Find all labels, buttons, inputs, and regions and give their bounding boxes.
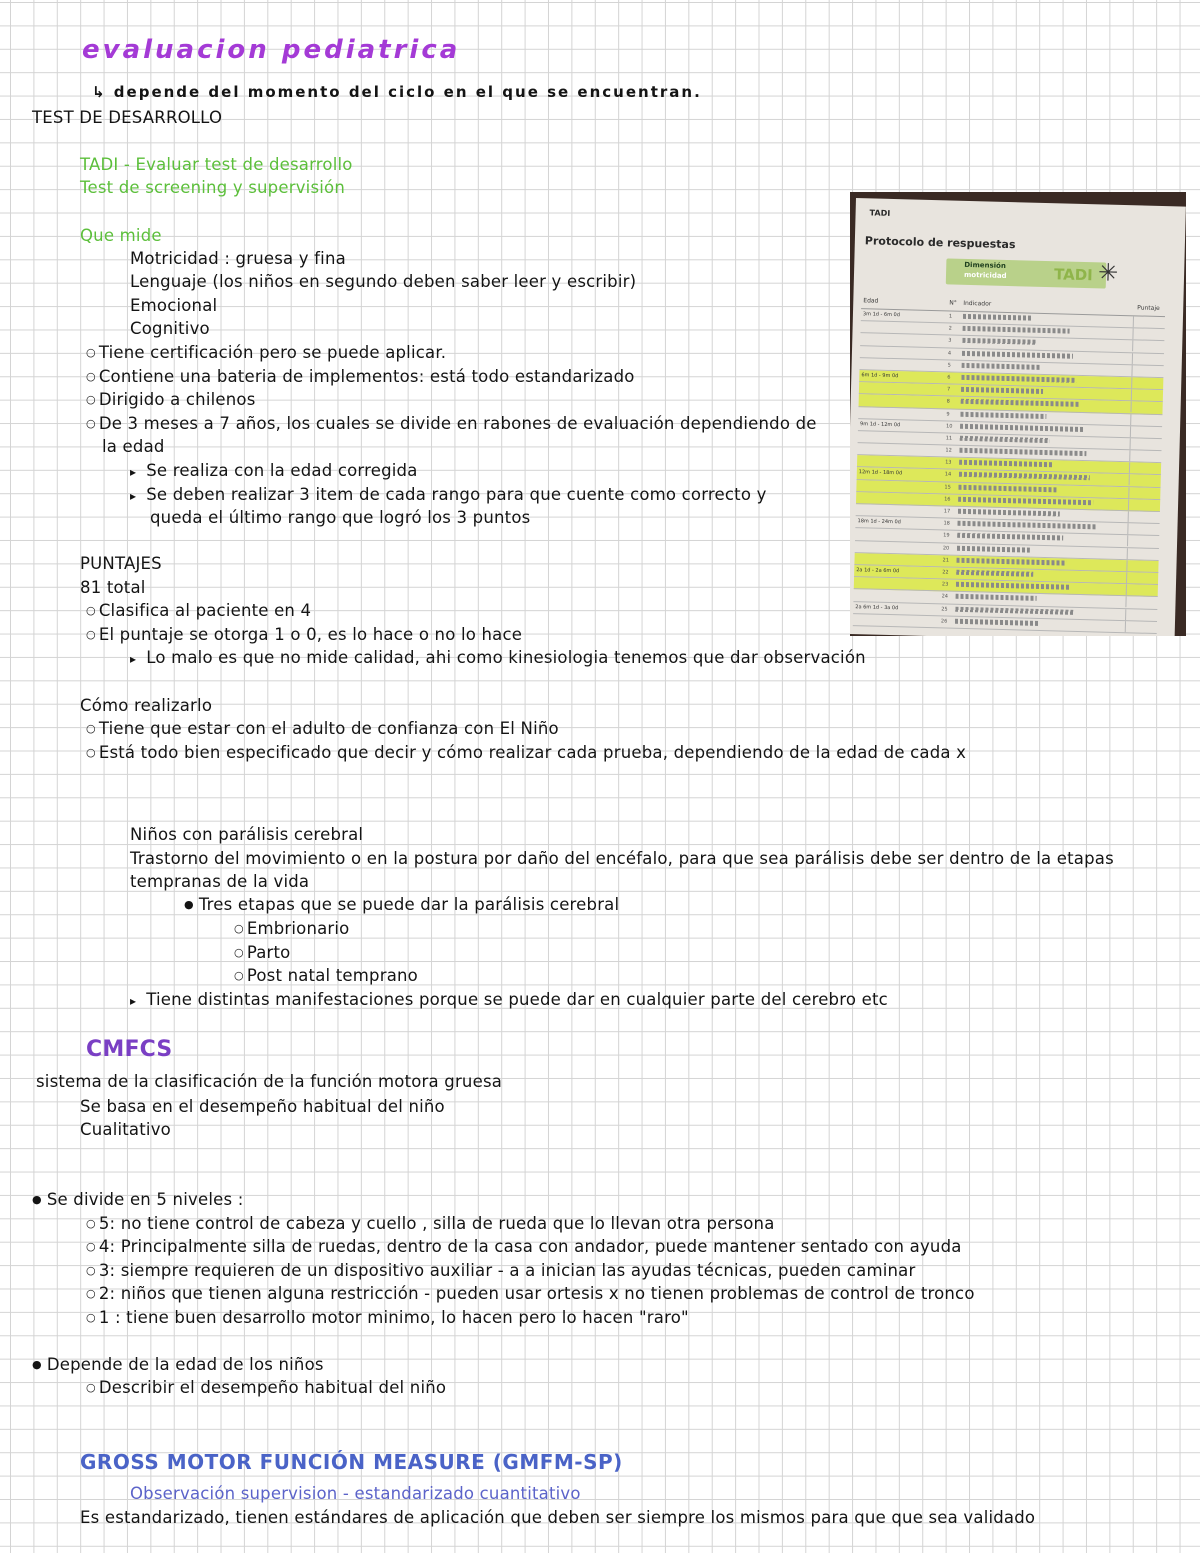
tadi-bullet: ○ Contiene una bateria de implementos: está todo estandarizado — [86, 367, 635, 389]
col-edad: Edad — [863, 297, 879, 305]
protocol-row-indicator — [958, 497, 1093, 506]
protocol-row-indicator — [962, 338, 1036, 345]
puntajes-total: 81 total — [80, 578, 146, 597]
tadi-sub-bullet: ▸ Se deben realizar 3 item de cada rango para que cuente como correcto y — [130, 485, 767, 506]
nivel-item: ○ 1 : tiene buen desarrollo motor minimo, lo hacen pero lo hacen "raro" — [86, 1308, 689, 1330]
paralisis-stage: ○ Parto — [234, 943, 290, 965]
protocol-row-number: 8 — [946, 398, 950, 405]
protocol-row-score-box — [1128, 499, 1159, 511]
protocol-row-score-box — [1125, 609, 1156, 621]
protocol-rows — [853, 309, 1165, 634]
puntajes-bullet: ○ El puntaje se otorga 1 o 0, es lo hace o no lo hace — [86, 625, 522, 647]
protocol-row-indicator — [955, 606, 1073, 614]
paralisis-stage: ○ Post natal temprano — [234, 966, 418, 988]
protocol-row-indicator — [956, 570, 1033, 577]
protocol-row-number: 19 — [943, 532, 950, 539]
protocol-age-range: 18m 1d - 24m 0d — [857, 518, 901, 526]
protocol-row-number: 2 — [948, 325, 952, 332]
protocol-row-score-box — [1129, 462, 1160, 474]
que-mide-heading: Que mide — [80, 226, 162, 245]
niveles-heading: ● Se divide en 5 niveles : — [32, 1190, 243, 1212]
protocol-row-score-box — [1129, 450, 1160, 462]
protocol-row-score-box — [1131, 377, 1162, 389]
protocol-row-indicator — [963, 314, 1033, 321]
protocol-row-number: 17 — [943, 508, 951, 515]
protocol-row-indicator — [962, 363, 1040, 370]
protocol-row-number: 12 — [945, 447, 952, 454]
tadi-line-1: TADI - Evaluar test de desarrollo — [80, 155, 353, 174]
protocol-row-number: 4 — [947, 350, 952, 357]
paralisis-stage: ○ Embrionario — [234, 919, 349, 941]
puntajes-heading: PUNTAJES — [80, 554, 162, 573]
protocol-sheet — [850, 198, 1186, 636]
protocol-age-range: 6m 1d - 9m 0d — [861, 372, 899, 380]
nivel-item: ○ 5: no tiene control de cabeza y cuello , silla de rueda que lo llevan otra persona — [86, 1214, 775, 1236]
protocol-row-indicator — [958, 509, 1060, 517]
cmfcs-description: sistema de la clasificación de la función motora gruesa — [36, 1072, 503, 1091]
cmfcs-line: Cualitativo — [80, 1120, 171, 1139]
mide-item: Motricidad : gruesa y fina — [130, 249, 346, 268]
protocol-row-score-box — [1133, 316, 1164, 328]
protocol-row-number: 7 — [946, 386, 951, 393]
nivel-item: ○ 2: niños que tienen alguna restricción - pueden usar ortesis x no tienen problemas de control de tronco — [86, 1284, 975, 1306]
protocol-row-score-box — [1131, 365, 1162, 377]
protocol-row-score-box — [1130, 426, 1161, 438]
protocol-row-indicator — [956, 594, 1037, 601]
protocol-row-number: 16 — [944, 496, 951, 503]
protocol-row-indicator — [960, 411, 1046, 418]
protocol-row-number: 22 — [942, 569, 949, 576]
tadi-bullet: ○ De 3 meses a 7 años, los cuales se divide en rabones de evaluación dependiendo de — [86, 414, 817, 436]
dimension-sub-label: motricidad — [963, 270, 1007, 280]
protocol-row-number: 5 — [947, 362, 951, 369]
protocol-row-number: 23 — [941, 581, 949, 588]
protocol-row-indicator — [959, 472, 1090, 480]
protocol-table — [853, 294, 1166, 634]
subtitle-note: ↳ depende del momento del ciclo en el que se encuentran. — [92, 83, 702, 101]
mide-item: Emocional — [130, 296, 218, 315]
protocol-row-score-box — [1125, 597, 1156, 609]
protocol-row-number: 15 — [944, 484, 951, 491]
protocol-row-number: 13 — [945, 459, 952, 466]
protocol-row-number: 1 — [948, 313, 953, 320]
protocol-row-score-box — [1132, 328, 1163, 340]
protocol-row-indicator — [961, 387, 1043, 394]
protocol-row-score-box — [1127, 548, 1158, 560]
tadi-sub-continuation: queda el último rango que logró los 3 puntos — [150, 508, 531, 527]
protocol-row-indicator — [960, 423, 1083, 431]
nivel-item: ○ 4: Principalmente silla de ruedas, dentro de la casa con andador, puede mantener sentado con ayuda — [86, 1237, 962, 1259]
protocol-row-number: 18 — [943, 520, 950, 527]
nivel-item: ○ 3: siempre requieren de un dispositivo auxiliar - a a inician las ayudas técnicas, pueden caminar — [86, 1261, 915, 1283]
tadi-bullet: ○ Tiene certificación pero se puede aplicar. — [86, 343, 446, 365]
protocol-row-indicator — [956, 582, 1070, 590]
protocol-row-score-box — [1131, 389, 1162, 401]
protocol-row-indicator — [961, 375, 1076, 383]
protocol-age-range: 2a 1d - 2a 6m 0d — [856, 567, 900, 575]
protocol-age-range: 9m 1d - 12m 0d — [860, 420, 901, 428]
protocol-row-indicator — [957, 533, 1063, 541]
protocol-row-number: 24 — [941, 593, 949, 600]
protocol-row-score-box — [1132, 341, 1163, 353]
protocol-row-number: 9 — [946, 410, 950, 418]
page-title: evaluacion pediatrica — [82, 35, 461, 65]
protocol-row-score-box — [1126, 560, 1157, 572]
protocol-row-score-box — [1129, 475, 1160, 487]
protocol-row-score-box — [1126, 584, 1157, 596]
paralisis-note: ▸ Tiene distintas manifestaciones porque se puede dar en cualquier parte del cerebro etc — [130, 990, 888, 1011]
protocol-row-indicator — [958, 484, 1056, 492]
paralisis-definition: Trastorno del movimiento o en la postura por daño del encéfalo, para que sea parálisis debe ser dentro de la etapas — [130, 849, 1114, 868]
protocol-row-score-box — [1125, 621, 1156, 633]
protocol-row-number: 26 — [940, 618, 948, 625]
tadi-line-2: Test de screening y supervisión — [80, 178, 345, 197]
tadi-bullet-continuation: la edad — [102, 437, 165, 456]
protocol-age-range: 12m 1d - 18m 0d — [858, 469, 903, 477]
protocol-row-indicator — [957, 521, 1096, 530]
protocol-row-number: 20 — [942, 544, 950, 552]
protocol-age-range: 3m 1d - 6m 0d — [862, 311, 901, 319]
mide-item: Cognitivo — [130, 319, 210, 338]
protocol-row-score-box — [1127, 536, 1158, 548]
protocol-row-number: 21 — [942, 557, 950, 564]
protocol-row-score-box — [1130, 402, 1161, 414]
puntajes-sub-bullet: ▸ Lo malo es que no mide calidad, ahi como kinesiologia tenemos que dar observación — [130, 648, 866, 669]
protocol-row-indicator — [959, 460, 1053, 467]
protocol-row-number: 10 — [945, 423, 953, 430]
mide-item: Lenguaje (los niños en segundo deben saber leer y escribir) — [130, 272, 637, 291]
cmfcs-heading: CMFCS — [86, 1037, 173, 1062]
protocol-row-score-box — [1128, 487, 1159, 499]
tadi-logo: TADI — [1053, 265, 1094, 285]
protocol-row-score-box — [1130, 414, 1161, 426]
como-bullet: ○ Está todo bien especificado que decir y cómo realizar cada prueba, dependiendo de la edad de cada x — [86, 743, 966, 765]
cmfcs-line: Se basa en el desempeño habitual del niño — [80, 1097, 445, 1116]
depende-bullet: ● Depende de la edad de los niños — [32, 1355, 324, 1377]
test-desarrollo-heading: TEST DE DESARROLLO — [32, 108, 223, 127]
paralisis-heading: Niños con parálisis cerebral — [130, 825, 364, 844]
protocol-row-score-box — [1128, 511, 1159, 523]
paralisis-definition-continuation: tempranas de la vida — [130, 872, 310, 891]
como-bullet: ○ Tiene que estar con el adulto de confianza con El Niño — [86, 719, 559, 741]
sheet-title: Protocolo de respuestas — [864, 234, 1016, 252]
protocol-row-score-box — [1130, 438, 1161, 450]
tadi-protocol-photo — [850, 192, 1186, 636]
protocol-row-indicator — [959, 448, 1086, 456]
gmfm-description: Es estandarizado, tienen estándares de aplicación que deben ser siempre los mismos para que que sea validado — [80, 1508, 1036, 1527]
protocol-row-number: 6 — [947, 374, 951, 381]
paralisis-etapas: ● Tres etapas que se puede dar la parálisis cerebral — [184, 895, 619, 917]
protocol-row-score-box — [1132, 353, 1163, 365]
gmfm-subheading: Observación supervision - estandarizado cuantitativo — [130, 1484, 581, 1503]
dimension-label: Dimensión — [964, 260, 1006, 270]
protocol-row-indicator — [956, 558, 1066, 566]
protocol-row-number: 11 — [945, 435, 953, 442]
protocol-row-indicator — [960, 436, 1050, 443]
sheet-brand-logo: TADI — [869, 208, 891, 218]
como-heading: Cómo realizarlo — [80, 696, 213, 715]
protocol-row-number: 3 — [948, 337, 952, 344]
protocol-row-indicator — [961, 399, 1080, 407]
protocol-row-score-box — [1127, 523, 1158, 535]
tadi-bullet: ○ Dirigido a chilenos — [86, 390, 256, 412]
protocol-row-indicator — [962, 350, 1073, 358]
tadi-sub-bullet: ▸ Se realiza con la edad corregida — [130, 461, 418, 482]
protocol-row-number: 25 — [941, 605, 948, 613]
describir-bullet: ○ Describir el desempeño habitual del niño — [86, 1378, 446, 1400]
protocol-row-indicator — [955, 618, 1040, 625]
protocol-row-indicator — [957, 545, 1030, 552]
protocol-age-range: 2a 6m 1d - 3a 0d — [855, 603, 899, 611]
col-indicador: Indicador — [963, 299, 992, 308]
protocol-row-score-box — [1126, 572, 1157, 584]
puntajes-bullet: ○ Clasifica al paciente en 4 — [86, 601, 311, 623]
protocol-row-indicator — [963, 326, 1070, 334]
protocol-row-number: 14 — [944, 471, 952, 479]
col-n: N° — [949, 299, 957, 307]
gmfm-heading: GROSS MOTOR FUNCIÓN MEASURE (GMFM-SP) — [80, 1450, 623, 1474]
col-puntaje: Puntaje — [1137, 304, 1160, 312]
tadi-star-icon: ✳ — [1097, 258, 1119, 287]
